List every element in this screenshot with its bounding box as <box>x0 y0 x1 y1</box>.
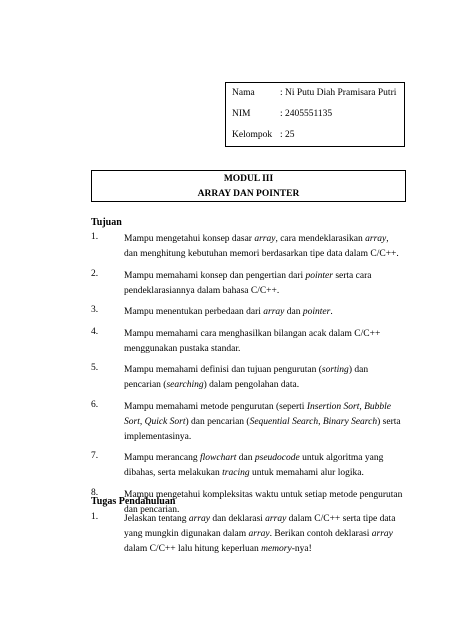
item-number: 4. <box>91 326 99 337</box>
list-item <box>91 512 407 557</box>
item-text: Mampu memahami definisi dan tujuan pengurutan (sorting) dan pencarian (searching) dalam pengolahan data. <box>124 365 369 390</box>
kelompok-label: Kelompok <box>232 130 273 140</box>
tugas-list <box>91 512 407 557</box>
nama-value: : Ni Putu Diah Pramisara Putri <box>280 88 397 98</box>
nama-row <box>232 88 404 109</box>
nim-label: NIM <box>232 109 251 119</box>
tujuan-list <box>91 232 407 518</box>
nim-row <box>232 109 404 130</box>
item-number: 2. <box>91 268 99 279</box>
list-item <box>91 305 407 320</box>
item-text: Mampu merancang flowchart dan pseudocode untuk algoritma yang dibahas, serta melakukan tracing untuk memahami alur logika. <box>124 453 384 478</box>
item-text: Mampu memahami metode pengurutan (seperti Insertion Sort, Bubble Sort, Quick Sort) dan pencarian (Sequential Search, Binary Search) serta implementasinya. <box>124 401 401 442</box>
nama-label: Nama <box>232 88 255 98</box>
tugas-heading: Tugas Pendahuluan <box>91 496 176 507</box>
item-text: Jelaskan tentang array dan deklarasi array dalam C/C++ serta tipe data yang mungkin digunakan dalam array. Berikan contoh deklarasi array dalam C/C++ lalu hitung keperluan memory-nya! <box>124 514 396 554</box>
item-number: 1. <box>91 512 99 522</box>
item-number: 3. <box>91 305 99 315</box>
item-text: Mampu mengetahui kompleksitas waktu untuk setiap metode pengurutan dan pencarian. <box>124 489 403 515</box>
identity-box <box>225 82 405 147</box>
list-item <box>91 363 407 393</box>
item-text: Mampu memahami cara menghasilkan bilangan acak dalam C/C++ menggunakan pustaka standar. <box>124 328 381 354</box>
item-text: Mampu mengetahui konsep dasar array, cara mendeklarasikan array, dan menghitung kebutuhan memori berdasarkan tipe data dalam C/C++. <box>124 234 399 259</box>
tujuan-heading: Tujuan <box>91 217 122 228</box>
item-number: 5. <box>91 363 99 373</box>
kelompok-value: : 25 <box>280 130 295 140</box>
module-title: ARRAY DAN POINTER <box>197 188 300 199</box>
module-title-box <box>91 170 406 202</box>
item-number: 8. <box>91 487 99 498</box>
list-item <box>91 232 407 262</box>
nim-value: : 2405551135 <box>280 109 333 119</box>
item-text: Mampu memahami konsep dan pengertian dari pointer serta cara pendeklarasiannya dalam bahasa C/C++. <box>124 270 372 296</box>
item-number: 1. <box>91 232 99 242</box>
module-number: MODUL III <box>223 174 274 184</box>
kelompok-row <box>232 130 404 151</box>
item-number: 7. <box>91 451 99 461</box>
list-item <box>91 400 407 445</box>
list-item <box>91 327 407 357</box>
item-text: Mampu menentukan perbedaan dari array dan pointer. <box>124 307 333 317</box>
item-number: 6. <box>91 399 99 410</box>
list-item <box>91 451 407 481</box>
list-item <box>91 269 407 299</box>
